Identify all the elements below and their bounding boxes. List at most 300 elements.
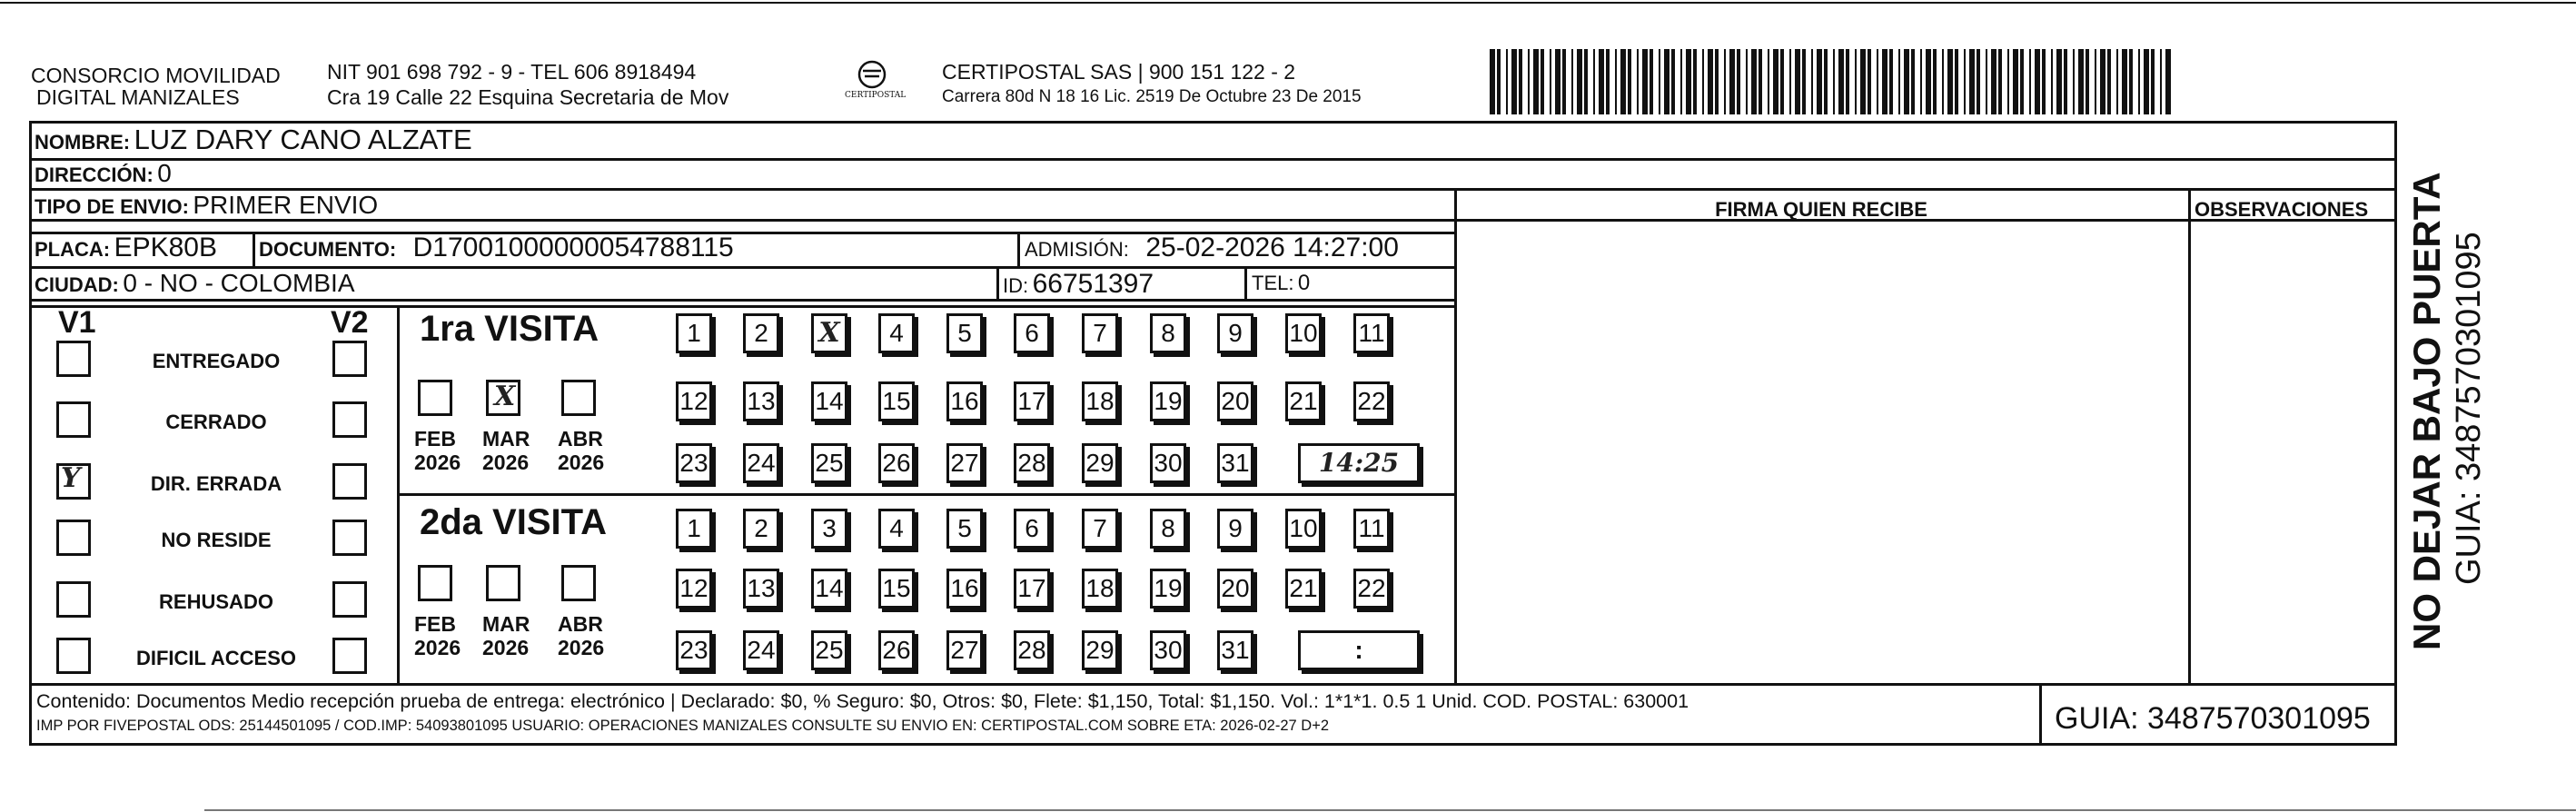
placa-divider [253, 232, 255, 266]
visit1-day-box[interactable] [1150, 313, 1186, 353]
certipostal-logo [845, 58, 907, 113]
visit2-time-box[interactable] [1298, 630, 1420, 670]
barcode-bar [1550, 49, 1551, 114]
day-number: 9 [1228, 514, 1243, 542]
day-number: 26 [882, 449, 911, 477]
visit1-day-box[interactable] [1082, 313, 1118, 353]
visit1-month-label: MAR [482, 427, 530, 451]
visit2-day-box[interactable] [811, 630, 847, 670]
visit2-day-box[interactable] [946, 509, 983, 549]
barcode-bar [1541, 49, 1544, 114]
top-edge-line [0, 2, 2576, 4]
visit2-day-box[interactable] [878, 630, 915, 670]
day-number: 17 [1017, 574, 1046, 602]
visit2-day-box[interactable] [1014, 569, 1050, 609]
visit2-time-value: : [1354, 636, 1363, 664]
day-number: 29 [1085, 636, 1115, 664]
visit1-month-label: FEB [414, 427, 456, 451]
status-right-line [397, 305, 400, 685]
direccion-label: DIRECCIÓN: [35, 163, 154, 186]
visit1-time-value: 14:25 [1318, 448, 1400, 478]
barcode-bar [2144, 49, 2149, 114]
day-number: 16 [950, 387, 979, 415]
barcode-bar [1877, 49, 1878, 114]
barcode-bar [1528, 49, 1530, 114]
visit2-year-label: 2026 [414, 636, 461, 659]
footer-guia: GUIA: 3487570301095 [2055, 701, 2371, 736]
day-number: 24 [747, 449, 776, 477]
nombre-row [35, 124, 472, 156]
company-name-line1: CONSORCIO MOVILIDAD [31, 64, 281, 87]
barcode-bar [1920, 49, 1922, 114]
barcode-bar [2029, 49, 2031, 114]
visit2-day-box[interactable] [1014, 630, 1050, 670]
barcode-bar [1904, 49, 1909, 114]
visit1-day-box[interactable] [1082, 443, 1118, 483]
tel-row [1252, 271, 1310, 296]
visit1-day-box[interactable] [676, 381, 712, 421]
barcode-bar [1615, 49, 1617, 114]
visit1-day-box[interactable] [946, 381, 983, 421]
visit1-month-checkbox[interactable] [418, 380, 452, 416]
barcode-bar [1751, 49, 1757, 114]
barcode-bar [1868, 49, 1871, 114]
barcode-bar [1998, 49, 2002, 114]
visit1-day-box[interactable] [1150, 381, 1186, 421]
visit1-day-box[interactable] [743, 443, 779, 483]
visit2-day-box[interactable] [811, 509, 847, 549]
barcode-bar [1955, 49, 1958, 114]
visit1-day-box[interactable] [946, 313, 983, 353]
day-number: 30 [1154, 636, 1183, 664]
visit2-day-box[interactable] [1150, 509, 1186, 549]
visit2-day-box[interactable] [1217, 569, 1253, 609]
frame-right [2394, 121, 2397, 746]
month-check-mark: X [494, 381, 516, 412]
barcode-bar [2056, 49, 2062, 114]
day-number: 31 [1221, 449, 1250, 477]
barcode-bar [1708, 49, 1713, 114]
admision-row [1025, 233, 1399, 263]
barcode-bar [1969, 49, 1975, 114]
v1-checkbox[interactable] [56, 638, 91, 674]
bottom-edge-line [204, 809, 2576, 811]
barcode-bar [1942, 49, 1944, 114]
id-value: 66751397 [1032, 269, 1154, 299]
day-number: 28 [1017, 449, 1046, 477]
v2-checkbox[interactable] [332, 638, 367, 674]
barcode-bar [1637, 49, 1639, 114]
barcode-bar [1838, 49, 1844, 114]
visit1-day-box[interactable] [1217, 443, 1253, 483]
day-number: 23 [679, 449, 708, 477]
visit1-day-box[interactable] [743, 381, 779, 421]
logo-text: CERTIPOSTAL [845, 91, 907, 100]
visit2-year-label: 2026 [482, 636, 530, 659]
barcode-bar [1780, 49, 1784, 114]
visit1-day-box[interactable] [811, 381, 847, 421]
visit1-month-label: ABR [558, 427, 603, 451]
day-number: 19 [1154, 574, 1183, 602]
visit-divider [397, 493, 1455, 496]
day-number: 15 [882, 574, 911, 602]
visit1-day-box[interactable] [878, 381, 915, 421]
visit1-day-box[interactable] [1353, 381, 1390, 421]
obs-left-line [2188, 188, 2191, 685]
barcode-bar [1986, 49, 1987, 114]
visit2-day-box[interactable] [1150, 630, 1186, 670]
visit2-day-box[interactable] [1285, 569, 1322, 609]
barcode-bar [1991, 49, 1996, 114]
day-number: 18 [1085, 387, 1115, 415]
visit1-day-box[interactable] [1353, 313, 1390, 353]
barcode-bar [1693, 49, 1697, 114]
visit1-day-box[interactable] [811, 313, 847, 353]
barcode-bar [1686, 49, 1691, 114]
visit1-day-box[interactable] [811, 443, 847, 483]
barcode-bar [1855, 49, 1857, 114]
day-number: 5 [957, 514, 972, 542]
visit1-day-box[interactable] [1014, 313, 1050, 353]
day-number: 14 [815, 574, 844, 602]
v1-check-mark: Y [61, 462, 81, 494]
tipo-envio-label: TIPO DE ENVIO: [35, 195, 189, 218]
footer-guia-divider [2039, 683, 2042, 745]
barcode-bar [1702, 49, 1704, 114]
barcode-bar [1898, 49, 1900, 114]
day-number: 2 [754, 319, 768, 347]
firma-header: FIRMA QUIEN RECIBE [1715, 198, 1927, 221]
status-label: ENTREGADO [152, 350, 281, 372]
day-number: 29 [1085, 449, 1115, 477]
day-number: 3 [822, 514, 837, 542]
visit1-day-box[interactable] [1285, 381, 1322, 421]
visit2-day-box[interactable] [676, 509, 712, 549]
day-number: 14 [815, 387, 844, 415]
day-check-mark: X [818, 317, 840, 349]
barcode-bar [2073, 49, 2075, 114]
barcode-bar [1773, 49, 1778, 114]
barcode-bar [2020, 49, 2024, 114]
v2-checkbox[interactable] [332, 520, 367, 556]
v2-checkbox[interactable] [332, 581, 367, 618]
barcode-bar [2122, 49, 2127, 114]
barcode-bar [1768, 49, 1769, 114]
certipostal-line1: CERTIPOSTAL SAS | 900 151 122 - 2 [942, 60, 1296, 84]
visit1-time-box[interactable] [1298, 443, 1420, 483]
day-number: 9 [1228, 319, 1243, 347]
day-number: 25 [815, 449, 844, 477]
barcode-bar [1729, 49, 1735, 114]
day-number: 11 [1358, 319, 1385, 347]
visit1-year-label: 2026 [558, 451, 605, 474]
barcode-bar [1497, 49, 1501, 114]
day-number: 31 [1221, 636, 1250, 664]
day-number: 7 [1093, 514, 1107, 542]
barcode-bar [1824, 49, 1828, 114]
visit1-day-box[interactable] [1014, 443, 1050, 483]
barcode-bar [1664, 49, 1669, 114]
barcode-bar [2116, 49, 2118, 114]
visit2-month-checkbox[interactable] [486, 565, 520, 601]
visit2-title: 2da VISITA [420, 502, 607, 542]
side-warning: NO DEJAR BAJO PUERTA [2405, 172, 2448, 650]
barcode-bar [1759, 49, 1762, 114]
visit2-day-box[interactable] [1082, 569, 1118, 609]
visit2-day-box[interactable] [1217, 509, 1253, 549]
barcode-bar [1947, 49, 1953, 114]
visit2-day-box[interactable] [1353, 509, 1390, 549]
day-number: 11 [1358, 514, 1385, 542]
visit2-month-checkbox[interactable] [418, 565, 452, 601]
visit1-day-box[interactable] [1150, 443, 1186, 483]
day-number: 27 [950, 449, 979, 477]
barcode-bar [1846, 49, 1849, 114]
barcode-bar [1506, 49, 1508, 114]
visit2-month-checkbox[interactable] [561, 565, 596, 601]
address-line: Cra 19 Calle 22 Esquina Secretaria de Mov [327, 85, 729, 109]
day-number: 19 [1154, 387, 1183, 415]
visit1-day-box[interactable] [676, 313, 712, 353]
barcode [1490, 49, 2171, 114]
visit2-day-box[interactable] [743, 509, 779, 549]
barcode-bar [2100, 49, 2105, 114]
visit2-day-box[interactable] [1217, 630, 1253, 670]
visit2-day-box[interactable] [1082, 630, 1118, 670]
barcode-bar [1977, 49, 1980, 114]
admision-divider [1017, 232, 1020, 266]
barcode-bar [1926, 49, 1931, 114]
barcode-bar [1811, 49, 1813, 114]
barcode-bar [1628, 49, 1631, 114]
visit2-day-box[interactable] [1150, 569, 1186, 609]
barcode-bar [1584, 49, 1588, 114]
visit1-day-box[interactable] [676, 443, 712, 483]
visit1-day-box[interactable] [1014, 381, 1050, 421]
barcode-bar [1860, 49, 1866, 114]
barcode-bar [1650, 49, 1653, 114]
visit1-day-box[interactable] [1082, 381, 1118, 421]
barcode-bar [1715, 49, 1719, 114]
visit2-month-label: FEB [414, 612, 456, 636]
day-number: 30 [1154, 449, 1183, 477]
ciudad-value: 0 - NO - COLOMBIA [123, 269, 355, 297]
visit2-day-box[interactable] [946, 630, 983, 670]
v1-checkbox[interactable] [56, 401, 91, 438]
day-number: 5 [957, 319, 972, 347]
barcode-bar [1642, 49, 1648, 114]
barcode-bar [1577, 49, 1582, 114]
day-number: 13 [747, 387, 776, 415]
day-number: 13 [747, 574, 776, 602]
barcode-bar [1795, 49, 1800, 114]
barcode-bar [2086, 49, 2089, 114]
day-number: 1 [687, 319, 701, 347]
visit2-day-box[interactable] [676, 630, 712, 670]
barcode-bar [2151, 49, 2155, 114]
day-number: 4 [889, 319, 904, 347]
barcode-bar [2035, 49, 2040, 114]
day-number: 25 [815, 636, 844, 664]
company-name-line2: DIGITAL MANIZALES [36, 85, 240, 109]
barcode-bar [1680, 49, 1682, 114]
status-label: REHUSADO [159, 590, 273, 613]
barcode-bar [1833, 49, 1835, 114]
id-divider [996, 266, 999, 299]
day-number: 26 [882, 636, 911, 664]
nombre-value: LUZ DARY CANO ALZATE [134, 124, 472, 155]
barcode-bar [1562, 49, 1566, 114]
visit2-day-box[interactable] [743, 630, 779, 670]
barcode-bar [1533, 49, 1539, 114]
day-number: 22 [1357, 387, 1386, 415]
day-number: 15 [882, 387, 911, 415]
day-number: 8 [1161, 514, 1175, 542]
day-number: 21 [1289, 574, 1318, 602]
v2-checkbox[interactable] [332, 463, 367, 500]
v1-checkbox[interactable] [56, 581, 91, 618]
direccion-row [35, 159, 172, 188]
side-guia: GUIA: 3487570301095 [2450, 232, 2488, 585]
visit2-day-box[interactable] [1014, 509, 1050, 549]
barcode-bar [1511, 49, 1517, 114]
id-row [1003, 269, 1154, 300]
documento-value: D17001000000054788115 [412, 233, 734, 262]
firma-left-line [1454, 188, 1457, 685]
visit1-year-label: 2026 [482, 451, 530, 474]
admision-label: ADMISIÓN: [1025, 238, 1129, 261]
day-number: 7 [1093, 319, 1107, 347]
barcode-bar [2007, 49, 2009, 114]
visit1-title: 1ra VISITA [420, 309, 599, 349]
visit2-day-box[interactable] [878, 569, 915, 609]
tel-label: TEL: [1252, 272, 1294, 294]
nit-line: NIT 901 698 792 - 9 - TEL 606 8918494 [327, 60, 697, 84]
day-number: 28 [1017, 636, 1046, 664]
barcode-bar [2165, 49, 2171, 114]
visit1-day-box[interactable] [878, 313, 915, 353]
footer-imp: IMP POR FIVEPOSTAL ODS: 25144501095 / COD.IMP: 54093801095 USUARIO: OPERACIONES MANIZALES CONSULTE SU ENVIO EN: CERTIPOSTAL.COM SOBRE ETA: 2026-02-27 D+2 [36, 718, 1330, 734]
day-number: 23 [679, 636, 708, 664]
barcode-bar [1817, 49, 1822, 114]
visit1-day-box[interactable] [946, 443, 983, 483]
barcode-bar [2160, 49, 2162, 114]
visit2-day-box[interactable] [1082, 509, 1118, 549]
day-number: 1 [687, 514, 701, 542]
row-line-6 [29, 299, 1455, 302]
visit1-day-box[interactable] [743, 313, 779, 353]
documento-label: DOCUMENTO: [259, 238, 397, 261]
placa-label: PLACA: [35, 238, 111, 261]
status-label: DIR. ERRADA [150, 472, 282, 495]
visit2-day-box[interactable] [676, 569, 712, 609]
day-number: 12 [679, 387, 708, 415]
barcode-bar [2107, 49, 2111, 114]
observaciones-header: OBSERVACIONES [2195, 198, 2369, 221]
row-line-1 [29, 158, 2396, 161]
barcode-bar [1519, 49, 1522, 114]
ciudad-label: CIUDAD: [35, 273, 119, 296]
day-number: 22 [1357, 574, 1386, 602]
v2-checkbox[interactable] [332, 401, 367, 438]
visit1-day-box[interactable] [1285, 313, 1322, 353]
barcode-bar [2078, 49, 2084, 114]
barcode-bar [1671, 49, 1675, 114]
footer-contenido: Contenido: Documentos Medio recepción prueba de entrega: electrónico | Declarado: $0, % Seguro: $0, Otros: $0, Flete: $1,150, Total: $1,150. Vol.: 1*1*1. 0.5 1 Unid. COD. POSTAL: 630001 [36, 690, 1689, 712]
day-number: 10 [1289, 319, 1318, 347]
placa-row [35, 233, 217, 263]
barcode-bar [1724, 49, 1726, 114]
barcode-bar [1620, 49, 1626, 114]
status-label: DIFICIL ACCESO [135, 647, 296, 669]
barcode-bar [1789, 49, 1791, 114]
visit1-day-box[interactable] [1217, 313, 1253, 353]
barcode-bar [1737, 49, 1740, 114]
barcode-bar [2138, 49, 2140, 114]
day-number: 18 [1085, 574, 1115, 602]
day-number: 2 [754, 514, 768, 542]
visit2-day-box[interactable] [946, 569, 983, 609]
barcode-bar [2051, 49, 2053, 114]
barcode-bar [1889, 49, 1893, 114]
tel-value: 0 [1297, 271, 1311, 295]
day-number: 10 [1289, 514, 1318, 542]
day-number: 4 [889, 514, 904, 542]
admision-value: 25-02-2026 14:27:00 [1145, 233, 1399, 262]
status-label: CERRADO [165, 411, 267, 433]
visit2-day-box[interactable] [1353, 569, 1390, 609]
day-number: 24 [747, 636, 776, 664]
v1-checkbox[interactable] [56, 520, 91, 556]
barcode-bar [2042, 49, 2046, 114]
visit1-day-box[interactable] [1217, 381, 1253, 421]
visit1-month-checkbox[interactable] [561, 380, 596, 416]
visit2-month-label: MAR [482, 612, 530, 636]
tipo-envio-row [35, 191, 378, 220]
day-number: 6 [1025, 514, 1039, 542]
visit2-day-box[interactable] [811, 569, 847, 609]
v1-label: V1 [58, 305, 96, 340]
barcode-bar [2095, 49, 2096, 114]
visit1-month-checkbox[interactable] [486, 380, 520, 416]
documento-row [259, 233, 734, 263]
visit1-day-box[interactable] [878, 443, 915, 483]
ciudad-row [35, 269, 355, 298]
v1-checkbox[interactable] [56, 463, 91, 500]
day-number: 16 [950, 574, 979, 602]
v2-checkbox[interactable] [332, 341, 367, 377]
barcode-bar [1802, 49, 1806, 114]
status-label: NO RESIDE [161, 529, 272, 551]
placa-value: EPK80B [114, 233, 217, 262]
barcode-bar [1964, 49, 1966, 114]
day-number: 6 [1025, 319, 1039, 347]
barcode-bar [1593, 49, 1595, 114]
visit2-day-box[interactable] [878, 509, 915, 549]
tipo-envio-value: PRIMER ENVIO [193, 191, 379, 219]
day-number: 20 [1221, 387, 1250, 415]
visit1-year-label: 2026 [414, 451, 461, 474]
barcode-bar [1933, 49, 1937, 114]
row-line-2 [29, 188, 2396, 191]
barcode-bar [1555, 49, 1560, 114]
v1-checkbox[interactable] [56, 341, 91, 377]
day-number: 21 [1289, 387, 1318, 415]
visit2-day-box[interactable] [1285, 509, 1322, 549]
day-number: 12 [679, 574, 708, 602]
visit2-day-box[interactable] [743, 569, 779, 609]
barcode-bar [1911, 49, 1915, 114]
